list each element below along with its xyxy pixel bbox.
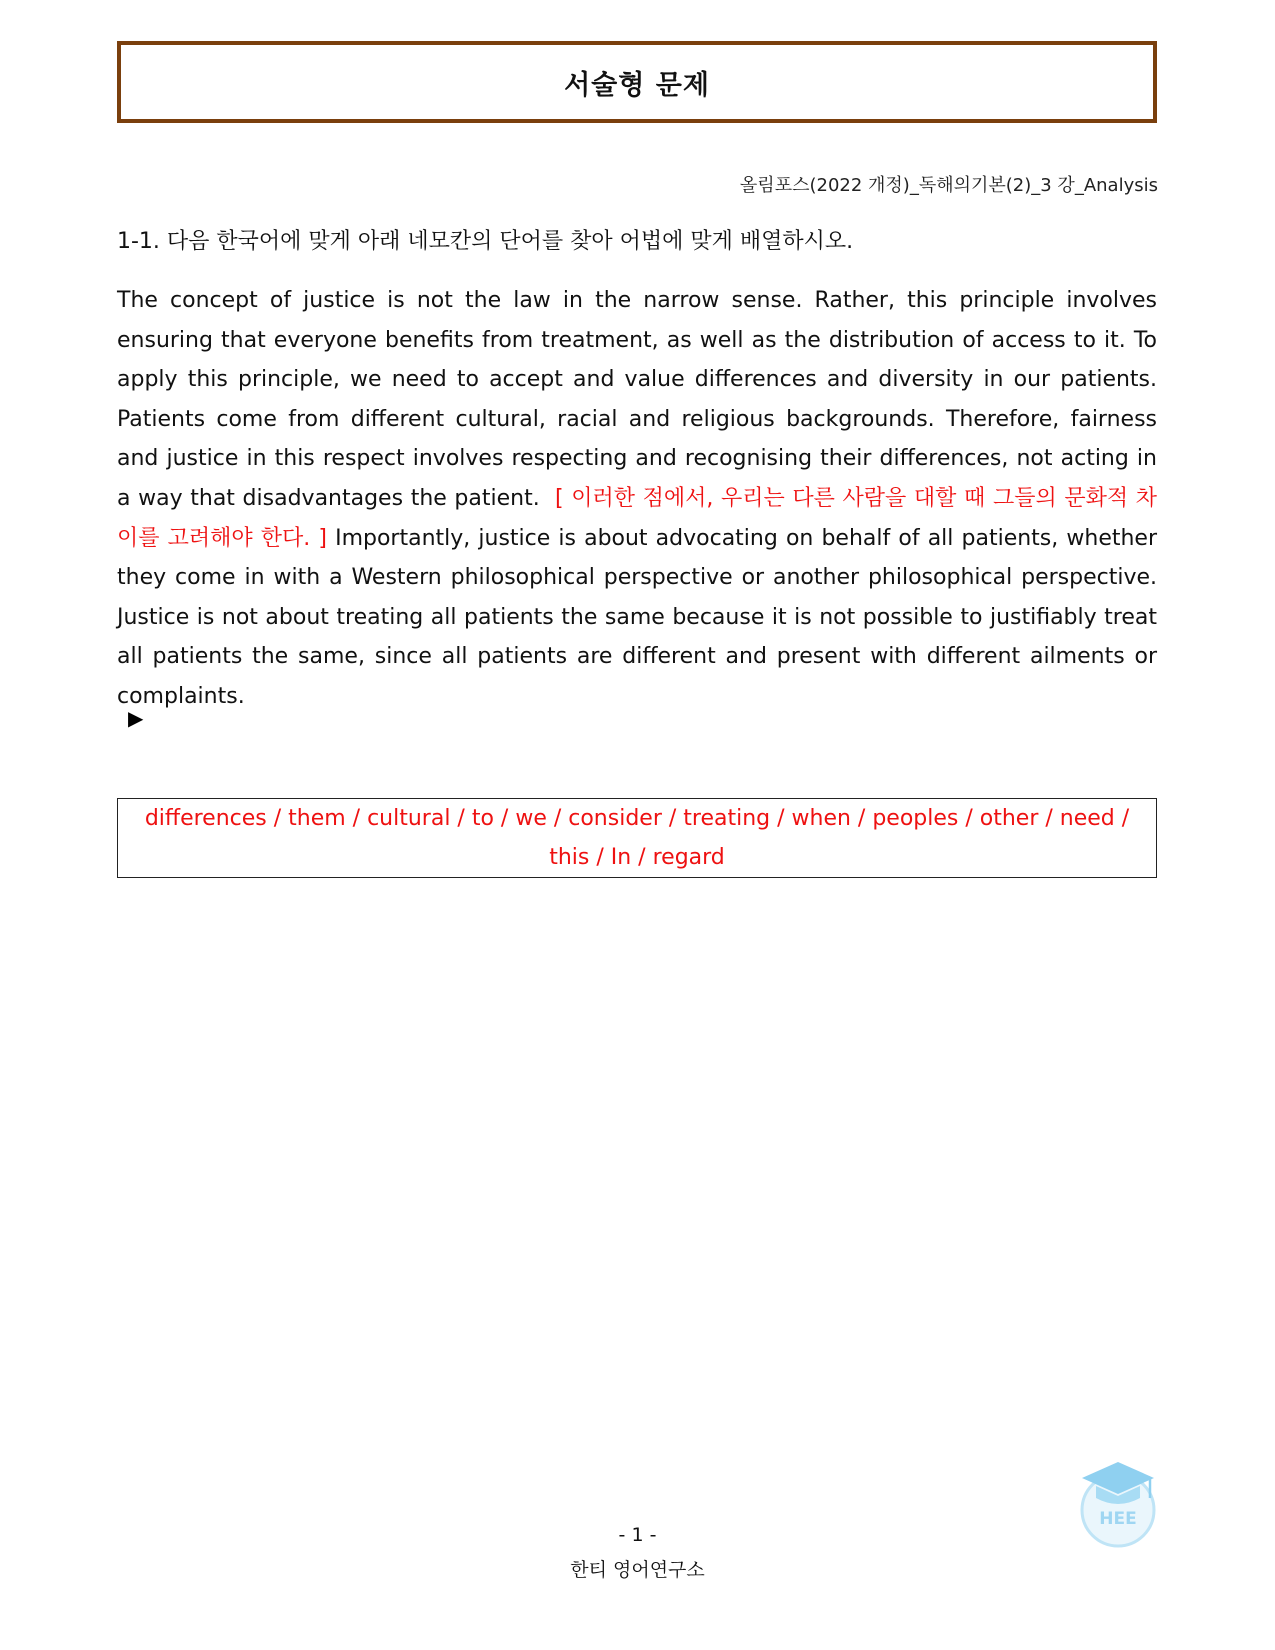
- word-bank-text: differences / them / cultural / to / we / consider / treating / when / peoples / other / need / this / In / regard: [144, 806, 1130, 870]
- page-number: - 1 -: [618, 1524, 657, 1546]
- word-bank-box: [117, 798, 1157, 878]
- passage: [117, 281, 1157, 717]
- source-label: 올림포스(2022 개정)_독해의기본(2)_3 강_Analysis: [739, 175, 1158, 196]
- hee-logo-icon: [1076, 1452, 1160, 1548]
- footer-institute: 한티 영어연구소: [570, 1559, 705, 1581]
- question-prompt: 1-1. 다음 한국어에 맞게 아래 네모칸의 단어를 찾아 어법에 맞게 배열하시오.: [117, 229, 854, 254]
- logo-text: HEE: [1099, 1509, 1137, 1529]
- page-title: 서술형 문제: [564, 69, 710, 101]
- answer-bullet-icon: ▶: [128, 706, 144, 730]
- passage-text-after: Importantly, justice is about advocating on behalf of all patients, whether they come in with a Western philosophical perspective or another philosophical perspective. Justice is not about treating all patients the same because it is not possible to justifiably treat all patients the same, since all patients are different and present with different ailments or complaints.: [117, 525, 1157, 709]
- title-box: [117, 41, 1157, 123]
- korean-hint: [ 이러한 점에서, 우리는 다른 사람을 대할 때 그들의 문화적 차이를 고려해야 한다. ]: [117, 485, 1157, 551]
- passage-text-before: The concept of justice is not the law in the narrow sense. Rather, this principle involves ensuring that everyone benefits from treatment, as well as the distribution of access to it. To apply this principle, we need to accept and value differences and diversity in our patients. Patients come from different cultural, racial and religious backgrounds. Therefore, fairness and justice in this respect involves respecting and recognising their differences, not acting in a way that disadvantages the patient.: [117, 288, 1157, 511]
